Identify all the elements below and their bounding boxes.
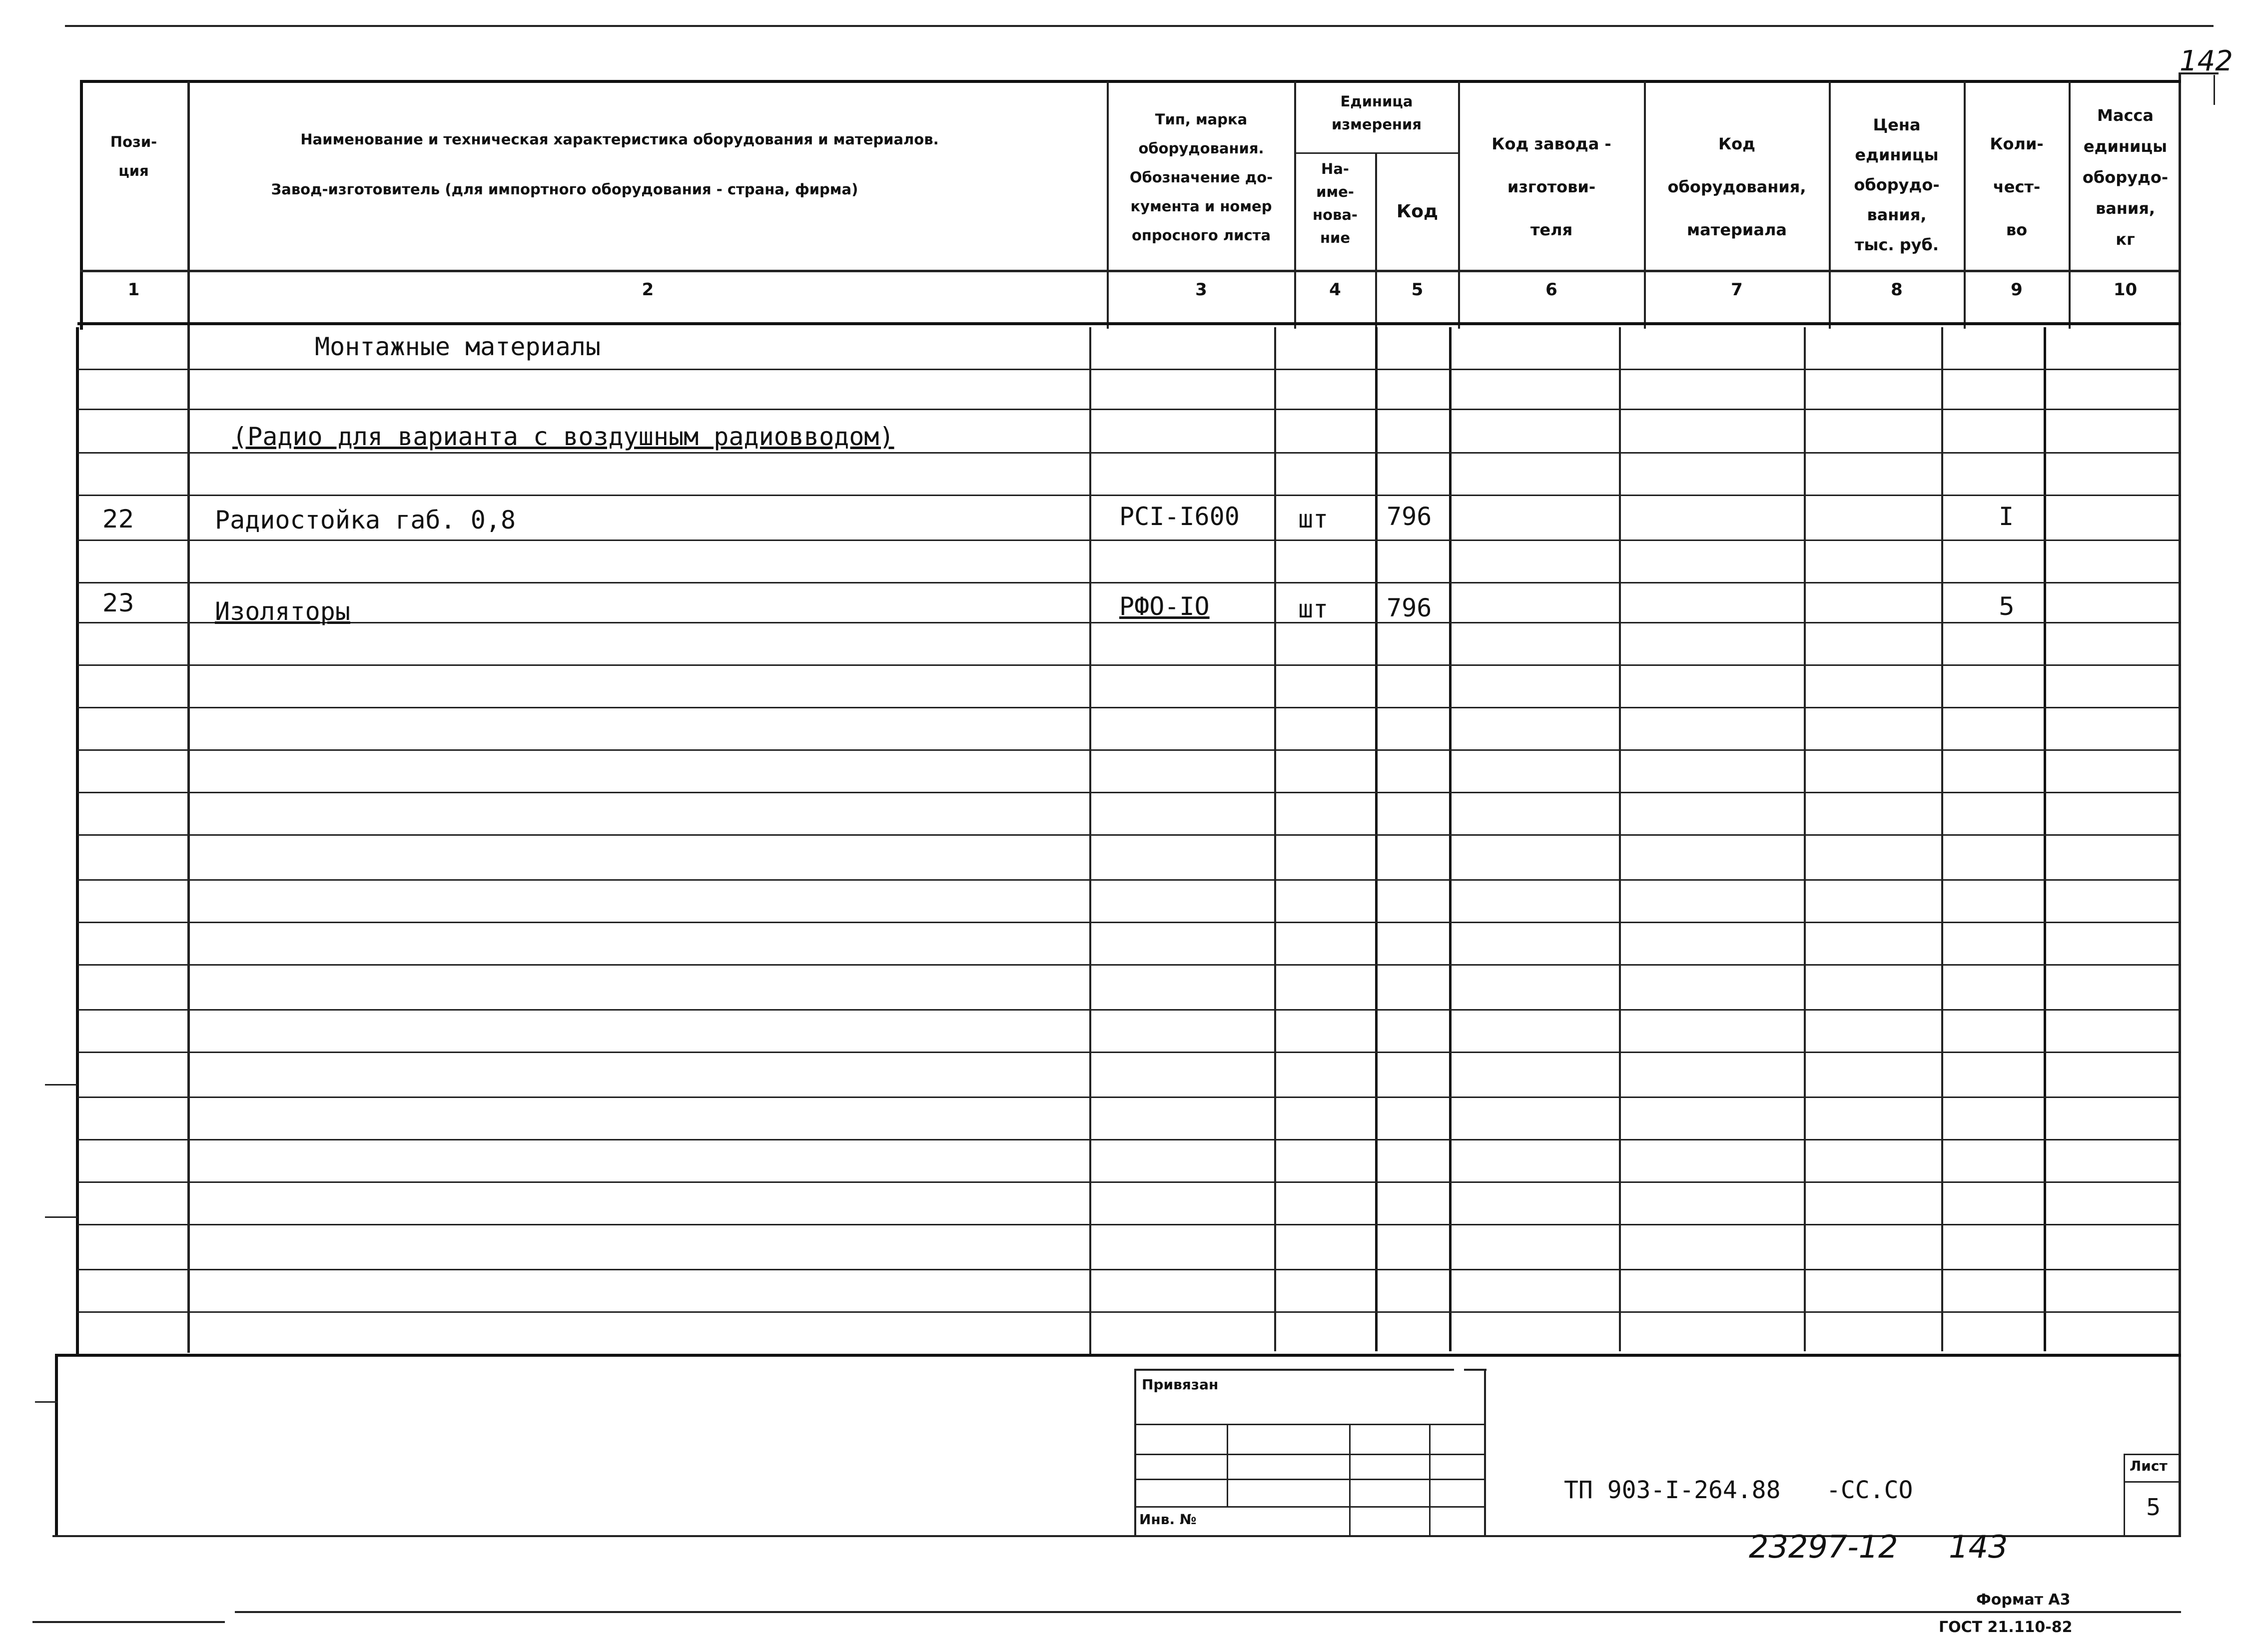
sheet-box-mid xyxy=(2124,1481,2181,1483)
row-rule xyxy=(77,1052,2181,1053)
stamp-left-border xyxy=(55,1354,58,1536)
colnum-6: 6 xyxy=(1545,280,1557,300)
stamp-left xyxy=(1134,1369,1136,1536)
stamp-privyazan-label: Привязан xyxy=(1142,1376,1219,1393)
row-quantity: I xyxy=(1999,502,2014,531)
row-name: Радиостойка габ. 0,8 xyxy=(215,506,516,535)
row-unit-code: 796 xyxy=(1387,593,1432,622)
row-position: 23 xyxy=(102,588,134,617)
col-line-4b xyxy=(1375,327,1378,1351)
row-rule xyxy=(77,452,2181,454)
col-line-6b xyxy=(1619,327,1621,1351)
col-line-9b xyxy=(2044,327,2046,1351)
row-rule xyxy=(77,707,2181,708)
table-left-border xyxy=(76,327,79,1354)
stamp-vline xyxy=(1429,1424,1431,1536)
row-rule xyxy=(77,1269,2181,1270)
stamp-vline xyxy=(1349,1424,1351,1536)
header-price: Цена единицы оборудо- вания, тыс. руб. xyxy=(1854,115,1940,254)
colnum-9: 9 xyxy=(2011,280,2023,300)
header-unit-name: На- име- нова- ние xyxy=(1313,160,1358,246)
header-name-line2: Завод-изготовитель (для импортного оборудования - страна, фирма) xyxy=(271,181,858,198)
format-label: Формат А3 xyxy=(1976,1591,2071,1609)
row-rule xyxy=(77,964,2181,966)
row-rule xyxy=(77,1181,2181,1183)
colnum-8: 8 xyxy=(1891,280,1903,300)
row-rule xyxy=(77,540,2181,541)
colnum-2: 2 xyxy=(642,280,654,300)
stamp-line xyxy=(1134,1506,1484,1508)
bottom-rule-right xyxy=(235,1611,2181,1613)
colnum-3: 3 xyxy=(1195,280,1207,300)
row-rule xyxy=(77,369,2181,370)
bottom-rule-left xyxy=(32,1621,225,1623)
col-line-7b xyxy=(1804,327,1806,1351)
colnum-bottom xyxy=(77,322,2181,325)
stamp-privyazan-top xyxy=(1134,1369,1454,1371)
sheet-box-top xyxy=(2124,1454,2181,1455)
colnum-7: 7 xyxy=(1731,280,1743,300)
colnum-10: 10 xyxy=(2113,280,2138,300)
top-rule xyxy=(65,25,2214,27)
row-rule xyxy=(77,1224,2181,1225)
sheet-number: 5 xyxy=(2146,1494,2161,1521)
row-rule xyxy=(77,879,2181,881)
col-line-5b xyxy=(1449,327,1452,1351)
row-rule xyxy=(77,1311,2181,1313)
row-position: 22 xyxy=(102,505,134,534)
margin-tick xyxy=(45,1216,77,1218)
stamp-privyazan-top-right xyxy=(1464,1369,1487,1371)
header-mass: Масса единицы оборудо- вания, кг xyxy=(2082,106,2169,249)
section-title: Монтажные материалы xyxy=(315,332,601,361)
row-rule xyxy=(77,834,2181,836)
row-rule xyxy=(77,792,2181,793)
table-top-border xyxy=(80,80,2181,83)
row-type: РФО-IO xyxy=(1119,592,1210,621)
stamp-line xyxy=(1134,1424,1484,1425)
header-equipment-code: Код оборудования, материала xyxy=(1667,134,1806,239)
header-bottom xyxy=(80,270,2181,272)
row-rule xyxy=(77,495,2181,496)
corner-box-right xyxy=(2214,75,2215,105)
subsection-title: (Радио для варианта с воздушным радиовводом) xyxy=(232,422,894,451)
row-rule xyxy=(77,749,2181,751)
row-rule xyxy=(77,622,2181,623)
document-suffix: -CC.CO xyxy=(1826,1476,1913,1504)
colnum-4: 4 xyxy=(1329,280,1341,300)
header-name-line1: Наименование и техническая характеристика оборудования и материалов. xyxy=(300,131,939,148)
row-unit: шт xyxy=(1298,594,1329,623)
margin-tick xyxy=(35,1401,57,1403)
unit-group-divider xyxy=(1294,152,1459,154)
header-position: Пози- ция xyxy=(110,133,157,179)
col-line-2b xyxy=(1089,327,1091,1354)
sheet-box-left xyxy=(2124,1454,2125,1536)
row-unit-code: 796 xyxy=(1387,502,1432,531)
row-rule xyxy=(77,409,2181,410)
colnum-1: 1 xyxy=(127,280,140,300)
col-line-4 xyxy=(1375,152,1377,329)
table-bottom-border xyxy=(55,1354,2181,1357)
row-quantity: 5 xyxy=(1999,592,2015,621)
corner-sheet-number: 142 xyxy=(2180,45,2233,77)
header-unit-group: Единица измерения xyxy=(1332,93,1422,133)
margin-tick xyxy=(45,1084,77,1086)
col-line-3b xyxy=(1274,327,1276,1351)
handwritten-number: 23297-12 xyxy=(1749,1529,1898,1565)
header-plant-code: Код завода - изготови- теля xyxy=(1492,134,1611,239)
colnum-5: 5 xyxy=(1411,280,1424,300)
row-rule xyxy=(77,1097,2181,1098)
stamp-inv-label: Инв. № xyxy=(1139,1511,1197,1528)
row-rule xyxy=(77,1009,2181,1011)
stamp-right xyxy=(1484,1369,1486,1536)
col-line-8b xyxy=(1941,327,1943,1351)
document-code: ТП 903-I-264.88 xyxy=(1564,1476,1781,1504)
row-unit: шт xyxy=(1298,505,1329,534)
sheet-label: Лист xyxy=(2130,1458,2168,1474)
header-unit-code: Код xyxy=(1396,201,1439,222)
row-rule xyxy=(77,664,2181,666)
row-rule xyxy=(77,582,2181,583)
row-rule xyxy=(77,922,2181,923)
handwritten-page: 143 xyxy=(1949,1529,2008,1565)
gost-label: ГОСТ 21.110-82 xyxy=(1939,1619,2073,1636)
header-type: Тип, марка оборудования. Обозначение до- кумента и номер опросного листа xyxy=(1129,111,1273,244)
stamp-line xyxy=(1134,1454,1484,1455)
row-rule xyxy=(77,1139,2181,1140)
stamp-line xyxy=(1134,1479,1484,1480)
row-name: Изоляторы xyxy=(215,597,350,626)
stamp-vline xyxy=(1227,1424,1228,1506)
row-type: PCI-I600 xyxy=(1119,502,1240,531)
header-quantity: Коли- чест- во xyxy=(1990,134,2044,239)
